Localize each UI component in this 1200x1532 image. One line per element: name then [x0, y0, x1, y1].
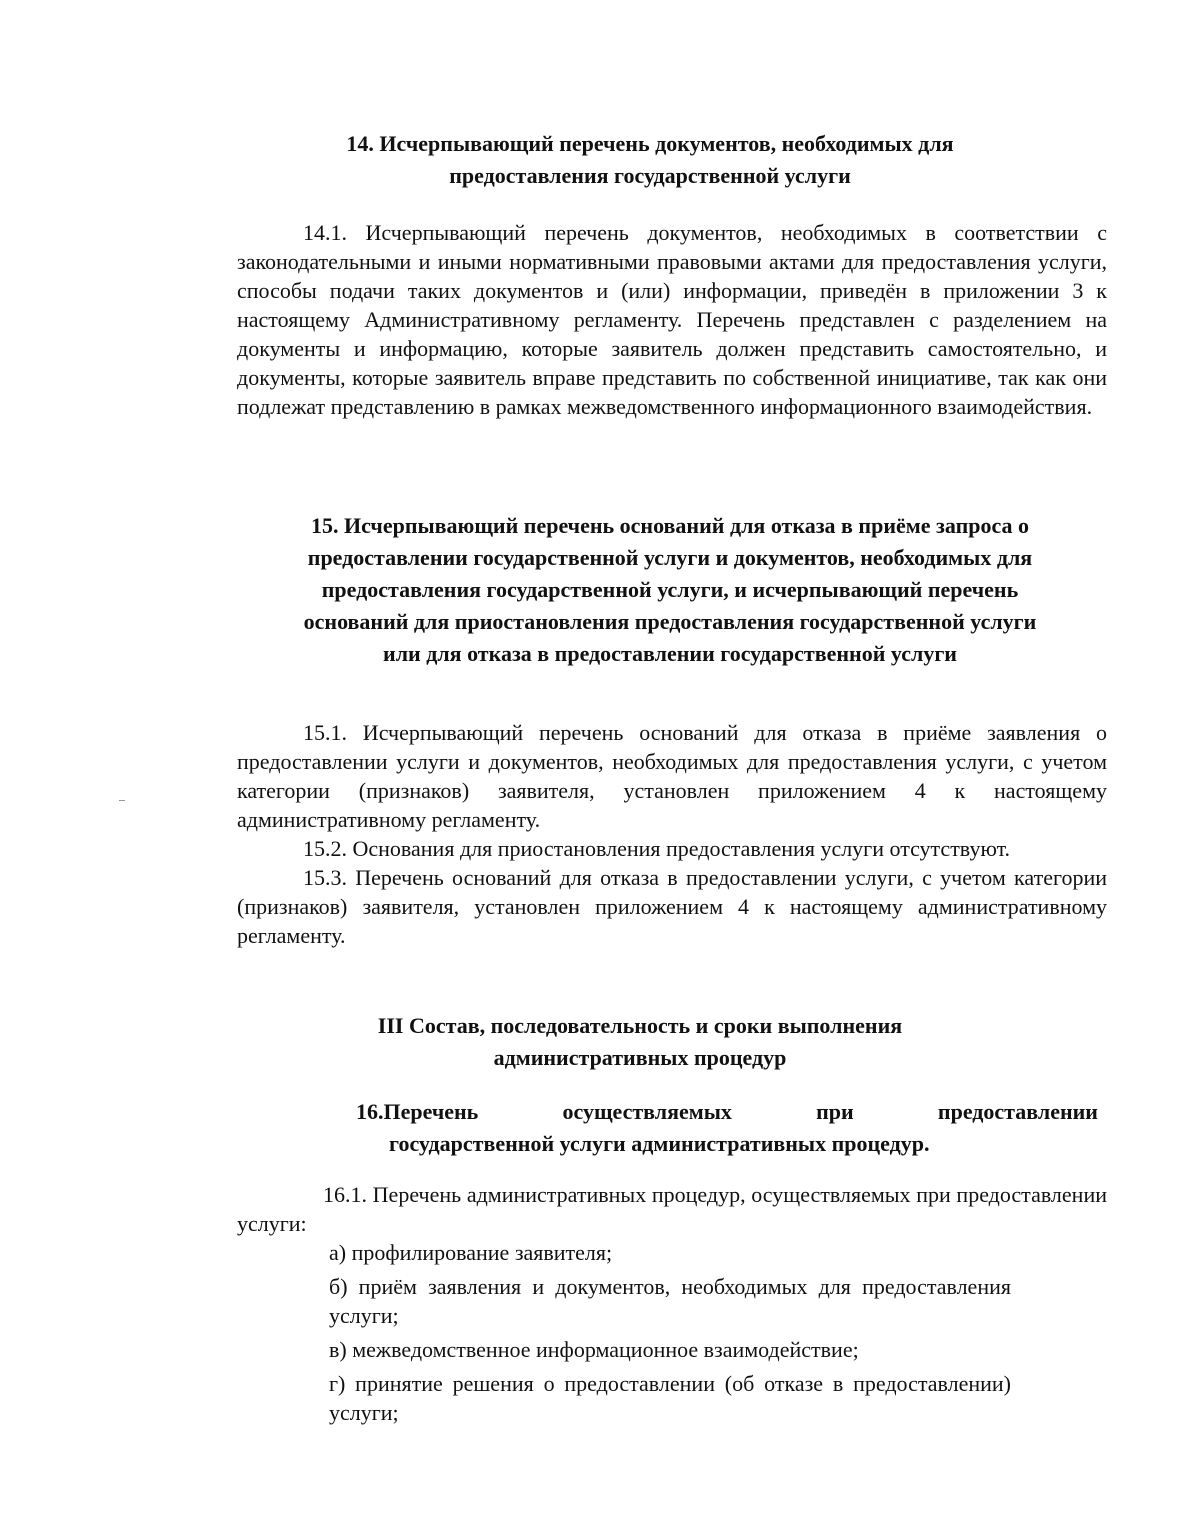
section-14-heading: 14. Исчерпывающий перечень документов, необходимых для предоставления государственной услуги — [346, 131, 954, 188]
margin-mark — [119, 800, 125, 801]
paragraph-15-1: 15.1. Исчерпывающий перечень оснований для отказа в приёме заявления о предоставлении услуги и документов, необходимых для предоставления услуги, с учетом категории (признаков) заявителя, установлен приложением 4 к настоящему административному регламенту. — [237, 720, 1107, 832]
paragraph-16-1: 16.1. Перечень административных процедур, осуществляемых при предоставлении услуги: — [237, 1182, 1107, 1236]
procedure-list — [329, 1238, 1011, 1432]
section-15-body-block — [237, 718, 1107, 950]
section-3-heading: III Состав, последовательность и сроки выполнения административных процедур — [377, 1013, 903, 1070]
list-item: б) приём заявления и документов, необходимых для предоставления услуги; — [329, 1274, 1011, 1328]
list-item: г) принятие решения о предоставлении (об отказе в предоставлении) услуги; — [329, 1371, 1011, 1425]
section-15-heading-block — [300, 510, 1040, 670]
list-item: а) профилирование заявителя; — [329, 1240, 613, 1265]
section-3-heading-block — [300, 1010, 980, 1074]
paragraph-15-2: 15.2. Основания для приостановления предоставления услуги отсутствуют. — [303, 836, 1011, 861]
section-14-1-block — [237, 218, 1107, 421]
paragraph-14-1: 14.1. Исчерпывающий перечень документов, необходимых в соответствии с законодательными и иными нормативными правовыми актами для предоставления услуги, способы подачи таких документов и (или) информации, приведён в приложении 3 к настоящему Административному регламенту. Перечень представлен с разделением на документы и информацию, которые заявитель должен представить самостоятельно, и документы, которые заявитель вправе представить по собственной инициативе, так как они подлежат представлению в рамках межведомственного информационного взаимодействия. — [237, 220, 1107, 419]
section-16-heading-line1: 16.Перечень осуществляемых при предоставлении — [356, 1099, 1098, 1124]
section-16-heading-block — [356, 1096, 1098, 1160]
section-14-heading-block — [270, 128, 1030, 192]
paragraph-15-3: 15.3. Перечень оснований для отказа в предоставлении услуги, с учетом категории (признаков) заявителя, установлен приложением 4 к настоящему административному регламенту. — [237, 865, 1107, 948]
section-16-1-block — [237, 1180, 1107, 1238]
list-item: в) межведомственное информационное взаимодействие; — [329, 1337, 859, 1362]
section-16-heading-line2: государственной услуги административных процедур. — [389, 1131, 930, 1156]
section-15-heading: 15. Исчерпывающий перечень оснований для отказа в приёме запроса о предоставлении государственной услуги и документов, необходимых для предоставления государственной услуги, и исчерпывающий перечень оснований для приостановления предоставления государственной услуги или для отказа в предоставлении государственной услуги — [303, 513, 1037, 666]
